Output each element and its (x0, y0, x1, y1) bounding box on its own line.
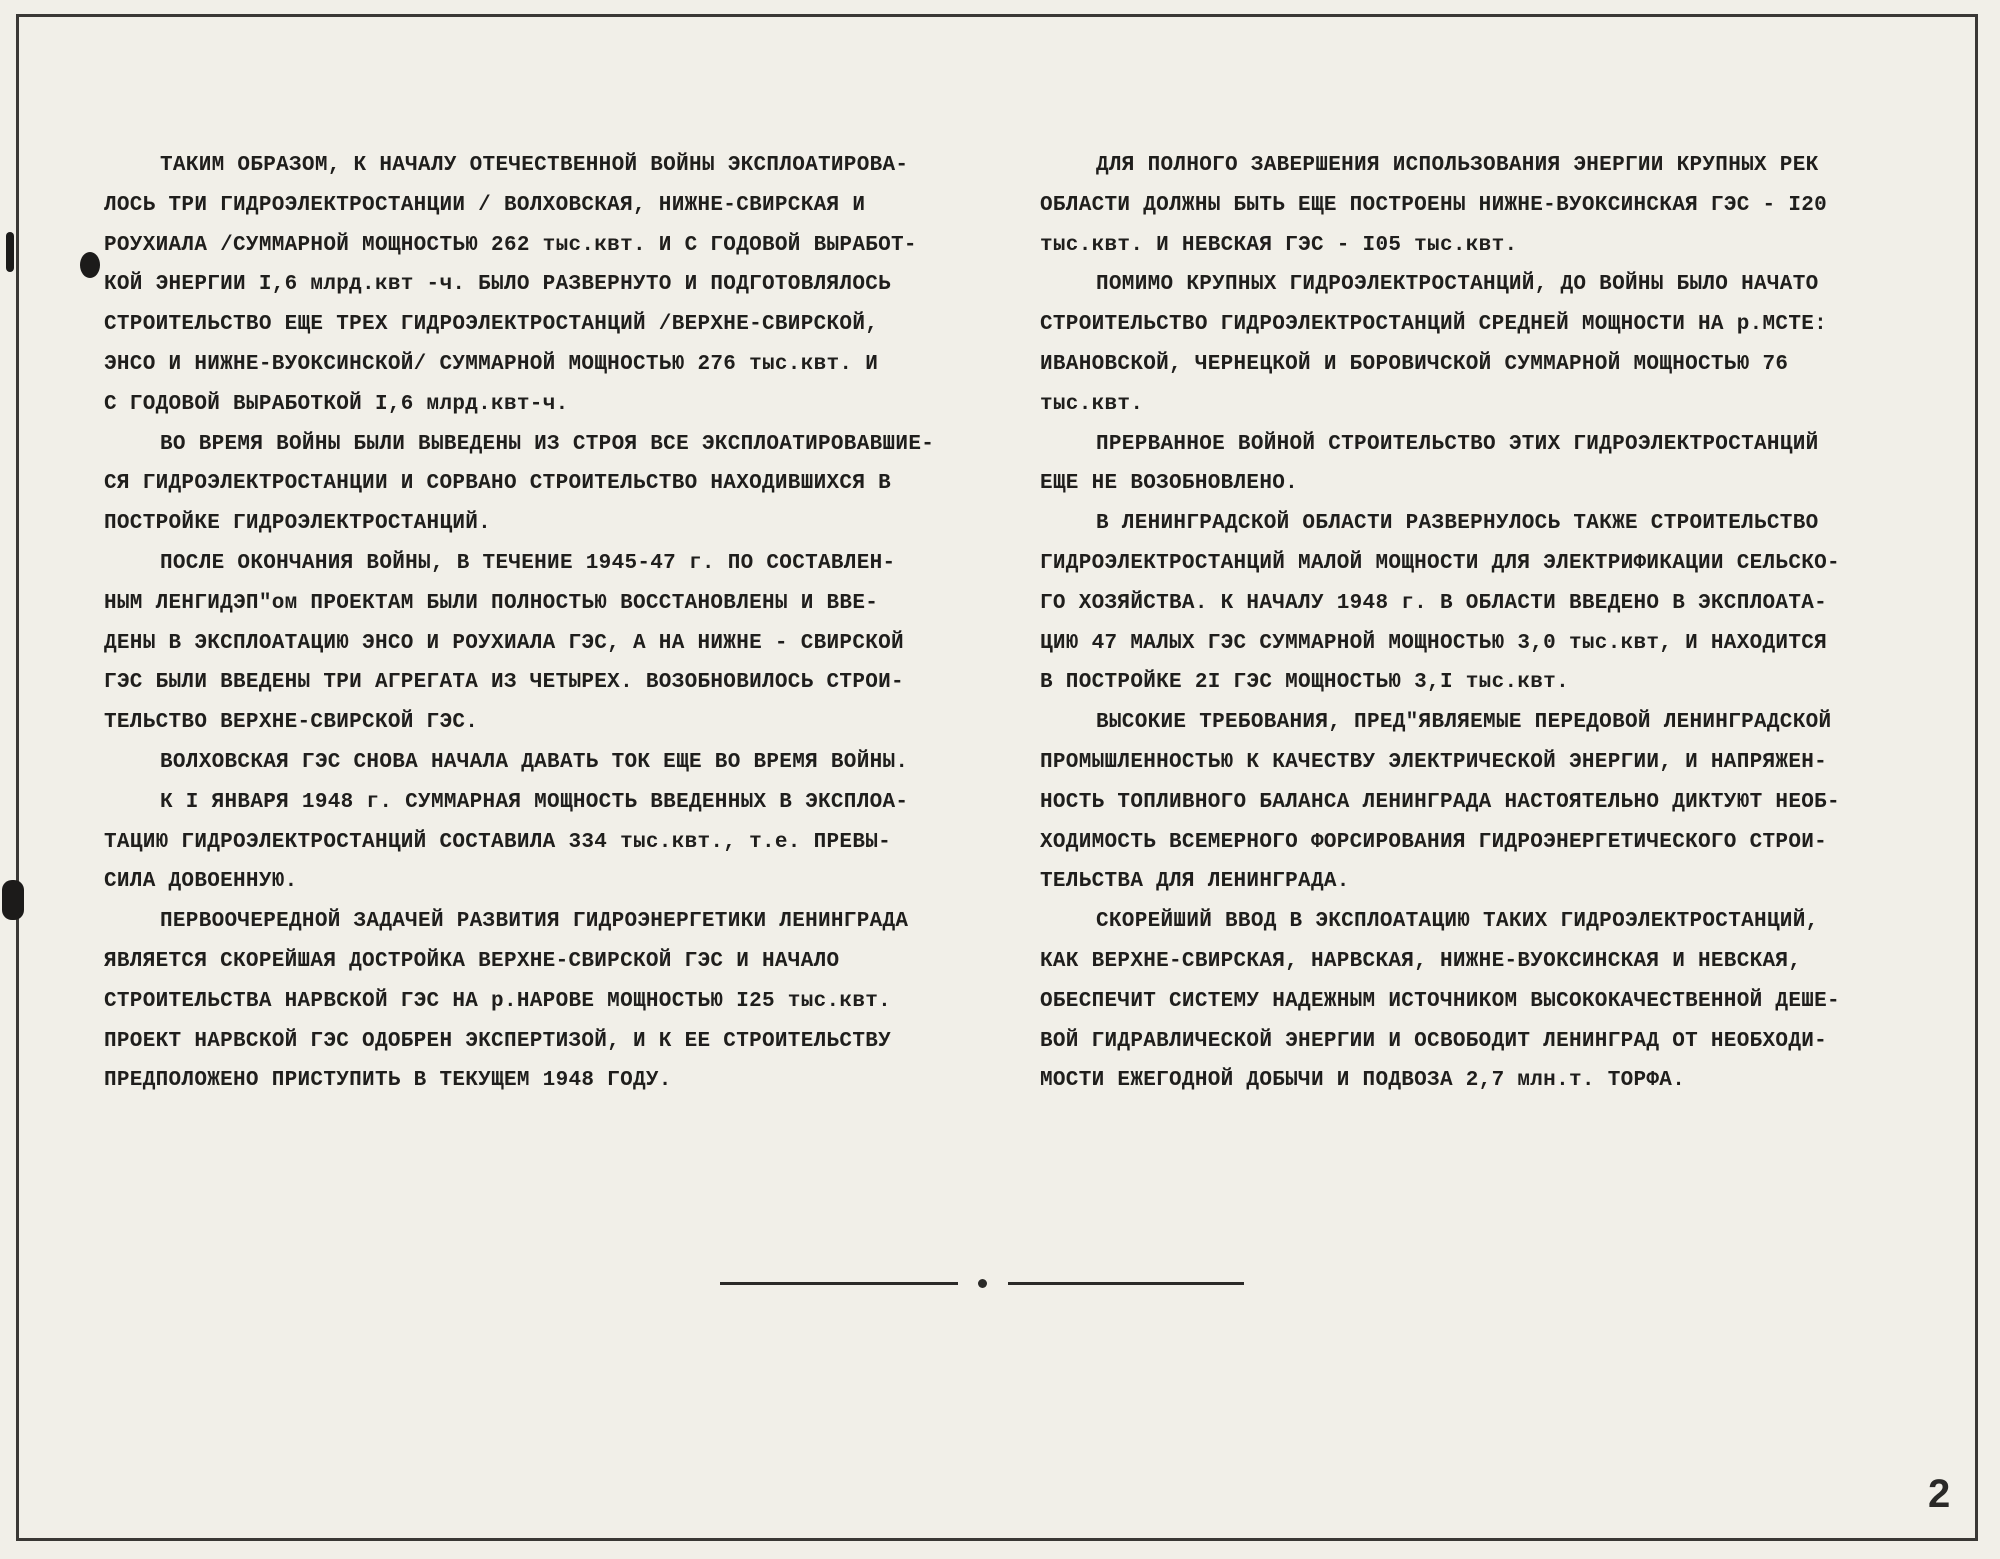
text-line: КОЙ ЭНЕРГИИ I,6 млрд.квт -ч. БЫЛО РАЗВЕРНУТО И ПОДГОТОВЛЯЛОСЬ (104, 273, 892, 297)
text-line: тыс.квт. И НЕВСКАЯ ГЭС - I05 тыс.квт. (1040, 233, 1518, 257)
text-line: ХОДИМОСТЬ ВСЕМЕРНОГО ФОРСИРОВАНИЯ ГИДРОЭНЕРГЕТИЧЕСКОГО СТРОИ- (1040, 830, 1828, 854)
text-line: ЛОСЬ ТРИ ГИДРОЭЛЕКТРОСТАНЦИИ / ВОЛХОВСКАЯ, НИЖНЕ-СВИРСКАЯ И (104, 193, 866, 217)
text-line: ПОСТРОЙКЕ ГИДРОЭЛЕКТРОСТАНЦИЙ. (104, 512, 492, 536)
ink-blot (6, 232, 14, 272)
text-line: СТРОИТЕЛЬСТВА НАРВСКОЙ ГЭС НА р.НАРОВЕ МОЩНОСТЬЮ I25 тыс.квт. (104, 989, 892, 1013)
text-line: В ПОСТРОЙКЕ 2I ГЭС МОЩНОСТЬЮ 3,I тыс.квт. (1040, 671, 1569, 695)
text-line: ЦИЮ 47 МАЛЫХ ГЭС СУММАРНОЙ МОЩНОСТЬЮ 3,0 тыс.квт, И НАХОДИТСЯ (1040, 631, 1828, 655)
ink-blot (80, 252, 100, 278)
text-line: ОБЕСПЕЧИТ СИСТЕМУ НАДЕЖНЫМ ИСТОЧНИКОМ ВЫСОКОКАЧЕСТВЕННОЙ ДЕШЕ- (1040, 989, 1840, 1013)
text-line: В ЛЕНИНГРАДСКОЙ ОБЛАСТИ РАЗВЕРНУЛОСЬ ТАКЖЕ СТРОИТЕЛЬСТВО (1096, 512, 1819, 536)
text-line: ГИДРОЭЛЕКТРОСТАНЦИЙ МАЛОЙ МОЩНОСТИ ДЛЯ ЭЛЕКТРИФИКАЦИИ СЕЛЬСКО- (1040, 551, 1840, 575)
text-line: ВЫСОКИЕ ТРЕБОВАНИЯ, ПРЕД"ЯВЛЯЕМЫЕ ПЕРЕДОВОЙ ЛЕНИНГРАДСКОЙ (1096, 711, 1832, 735)
text-line: СИЛА ДОВОЕННУЮ. (104, 870, 298, 894)
text-line: ПЕРВООЧЕРЕДНОЙ ЗАДАЧЕЙ РАЗВИТИЯ ГИДРОЭНЕРГЕТИКИ ЛЕНИНГРАДА (160, 910, 909, 934)
text-line: ПРЕДПОЛОЖЕНО ПРИСТУПИТЬ В ТЕКУЩЕМ 1948 ГОДУ. (104, 1069, 672, 1093)
text-line: СТРОИТЕЛЬСТВО ЕЩЕ ТРЕХ ГИДРОЭЛЕКТРОСТАНЦИЙ /ВЕРХНЕ-СВИРСКОЙ, (104, 313, 879, 337)
text-line: ВО ВРЕМЯ ВОЙНЫ БЫЛИ ВЫВЕДЕНЫ ИЗ СТРОЯ ВСЕ ЭКСПЛОАТИРОВАВШИЕ- (160, 432, 935, 456)
text-line: НЫМ ЛЕНГИДЭП"ом ПРОЕКТАМ БЫЛИ ПОЛНОСТЬЮ ВОССТАНОВЛЕНЫ И ВВЕ- (104, 591, 879, 615)
section-divider-dot (978, 1279, 987, 1288)
text-line: ЕЩЕ НЕ ВОЗОБНОВЛЕНО. (1040, 472, 1299, 496)
text-line: ОБЛАСТИ ДОЛЖНЫ БЫТЬ ЕЩЕ ПОСТРОЕНЫ НИЖНЕ-ВУОКСИНСКАЯ ГЭС - I20 (1040, 193, 1828, 217)
text-line: НОСТЬ ТОПЛИВНОГО БАЛАНСА ЛЕНИНГРАДА НАСТОЯТЕЛЬНО ДИКТУЮТ НЕОБ- (1040, 790, 1840, 814)
text-line: С ГОДОВОЙ ВЫРАБОТКОЙ I,6 млрд.квт-ч. (104, 392, 569, 416)
text-line: ПРОЕКТ НАРВСКОЙ ГЭС ОДОБРЕН ЭКСПЕРТИЗОЙ, И К ЕЕ СТРОИТЕЛЬСТВУ (104, 1029, 892, 1053)
text-line: К I ЯНВАРЯ 1948 г. СУММАРНАЯ МОЩНОСТЬ ВВЕДЕННЫХ В ЭКСПЛОА- (160, 790, 909, 814)
text-line: ЯВЛЯЕТСЯ СКОРЕЙШАЯ ДОСТРОЙКА ВЕРХНЕ-СВИРСКОЙ ГЭС И НАЧАЛО (104, 949, 840, 973)
text-line: РОУХИАЛА /СУММАРНОЙ МОЩНОСТЬЮ 262 тыс.квт. И С ГОДОВОЙ ВЫРАБОТ- (104, 233, 917, 257)
text-line: ГО ХОЗЯЙСТВА. К НАЧАЛУ 1948 г. В ОБЛАСТИ ВВЕДЕНО В ЭКСПЛОАТА- (1040, 591, 1828, 615)
text-line: ИВАНОВСКОЙ, ЧЕРНЕЦКОЙ И БОРОВИЧСКОЙ СУММАРНОЙ МОЩНОСТЬЮ 76 (1040, 352, 1789, 376)
text-line: СКОРЕЙШИЙ ВВОД В ЭКСПЛОАТАЦИЮ ТАКИХ ГИДРОЭЛЕКТРОСТАНЦИЙ, (1096, 910, 1819, 934)
text-line: ТАКИМ ОБРАЗОМ, К НАЧАЛУ ОТЕЧЕСТВЕННОЙ ВОЙНЫ ЭКСПЛОАТИРОВА- (160, 154, 909, 177)
ink-blot (2, 880, 24, 920)
section-divider-left (720, 1282, 958, 1285)
text-line: СЯ ГИДРОЭЛЕКТРОСТАНЦИИ И СОРВАНО СТРОИТЕЛЬСТВО НАХОДИВШИХСЯ В (104, 472, 892, 496)
text-line: ПОСЛЕ ОКОНЧАНИЯ ВОЙНЫ, В ТЕЧЕНИЕ 1945-47 г. ПО СОСТАВЛЕН- (160, 551, 896, 575)
text-line: КАК ВЕРХНЕ-СВИРСКАЯ, НАРВСКАЯ, НИЖНЕ-ВУОКСИНСКАЯ И НЕВСКАЯ, (1040, 949, 1802, 973)
text-line: тыс.квт. (1040, 392, 1144, 416)
left-text-column (104, 146, 956, 1101)
text-line: ЭНСО И НИЖНЕ-ВУОКСИНСКОЙ/ СУММАРНОЙ МОЩНОСТЬЮ 276 тыс.квт. И (104, 352, 879, 376)
text-line: ТЕЛЬСТВО ВЕРХНЕ-СВИРСКОЙ ГЭС. (104, 711, 479, 735)
text-line: ПОМИМО КРУПНЫХ ГИДРОЭЛЕКТРОСТАНЦИЙ, ДО ВОЙНЫ БЫЛО НАЧАТО (1096, 273, 1819, 297)
text-line: ПРЕРВАННОЕ ВОЙНОЙ СТРОИТЕЛЬСТВО ЭТИХ ГИДРОЭЛЕКТРОСТАНЦИЙ (1096, 432, 1819, 456)
text-line: СТРОИТЕЛЬСТВО ГИДРОЭЛЕКТРОСТАНЦИЙ СРЕДНЕЙ МОЩНОСТИ НА р.МСТЕ: (1040, 313, 1828, 337)
text-line: ВОЛХОВСКАЯ ГЭС СНОВА НАЧАЛА ДАВАТЬ ТОК ЕЩЕ ВО ВРЕМЯ ВОЙНЫ. (160, 750, 909, 774)
text-line: МОСТИ ЕЖЕГОДНОЙ ДОБЫЧИ И ПОДВОЗА 2,7 млн.т. ТОРФА. (1040, 1069, 1686, 1093)
text-line: ДЛЯ ПОЛНОГО ЗАВЕРШЕНИЯ ИСПОЛЬЗОВАНИЯ ЭНЕРГИИ КРУПНЫХ РЕК (1096, 154, 1819, 177)
right-text-column (1040, 146, 1870, 1101)
text-line: ДЕНЫ В ЭКСПЛОАТАЦИЮ ЭНСО И РОУХИАЛА ГЭС, А НА НИЖНЕ - СВИРСКОЙ (104, 631, 904, 655)
text-line: ВОЙ ГИДРАВЛИЧЕСКОЙ ЭНЕРГИИ И ОСВОБОДИТ ЛЕНИНГРАД ОТ НЕОБХОДИ- (1040, 1029, 1828, 1053)
text-line: ПРОМЫШЛЕННОСТЬЮ К КАЧЕСТВУ ЭЛЕКТРИЧЕСКОЙ ЭНЕРГИИ, И НАПРЯЖЕН- (1040, 750, 1828, 774)
page-number: 2 (1928, 1472, 1951, 1516)
text-line: ТАЦИЮ ГИДРОЭЛЕКТРОСТАНЦИЙ СОСТАВИЛА 334 тыс.квт., т.е. ПРЕВЫ- (104, 830, 892, 854)
section-divider-right (1008, 1282, 1244, 1285)
text-line: ГЭС БЫЛИ ВВЕДЕНЫ ТРИ АГРЕГАТА ИЗ ЧЕТЫРЕХ. ВОЗОБНОВИЛОСЬ СТРОИ- (104, 671, 904, 695)
text-line: ТЕЛЬСТВА ДЛЯ ЛЕНИНГРАДА. (1040, 870, 1350, 894)
